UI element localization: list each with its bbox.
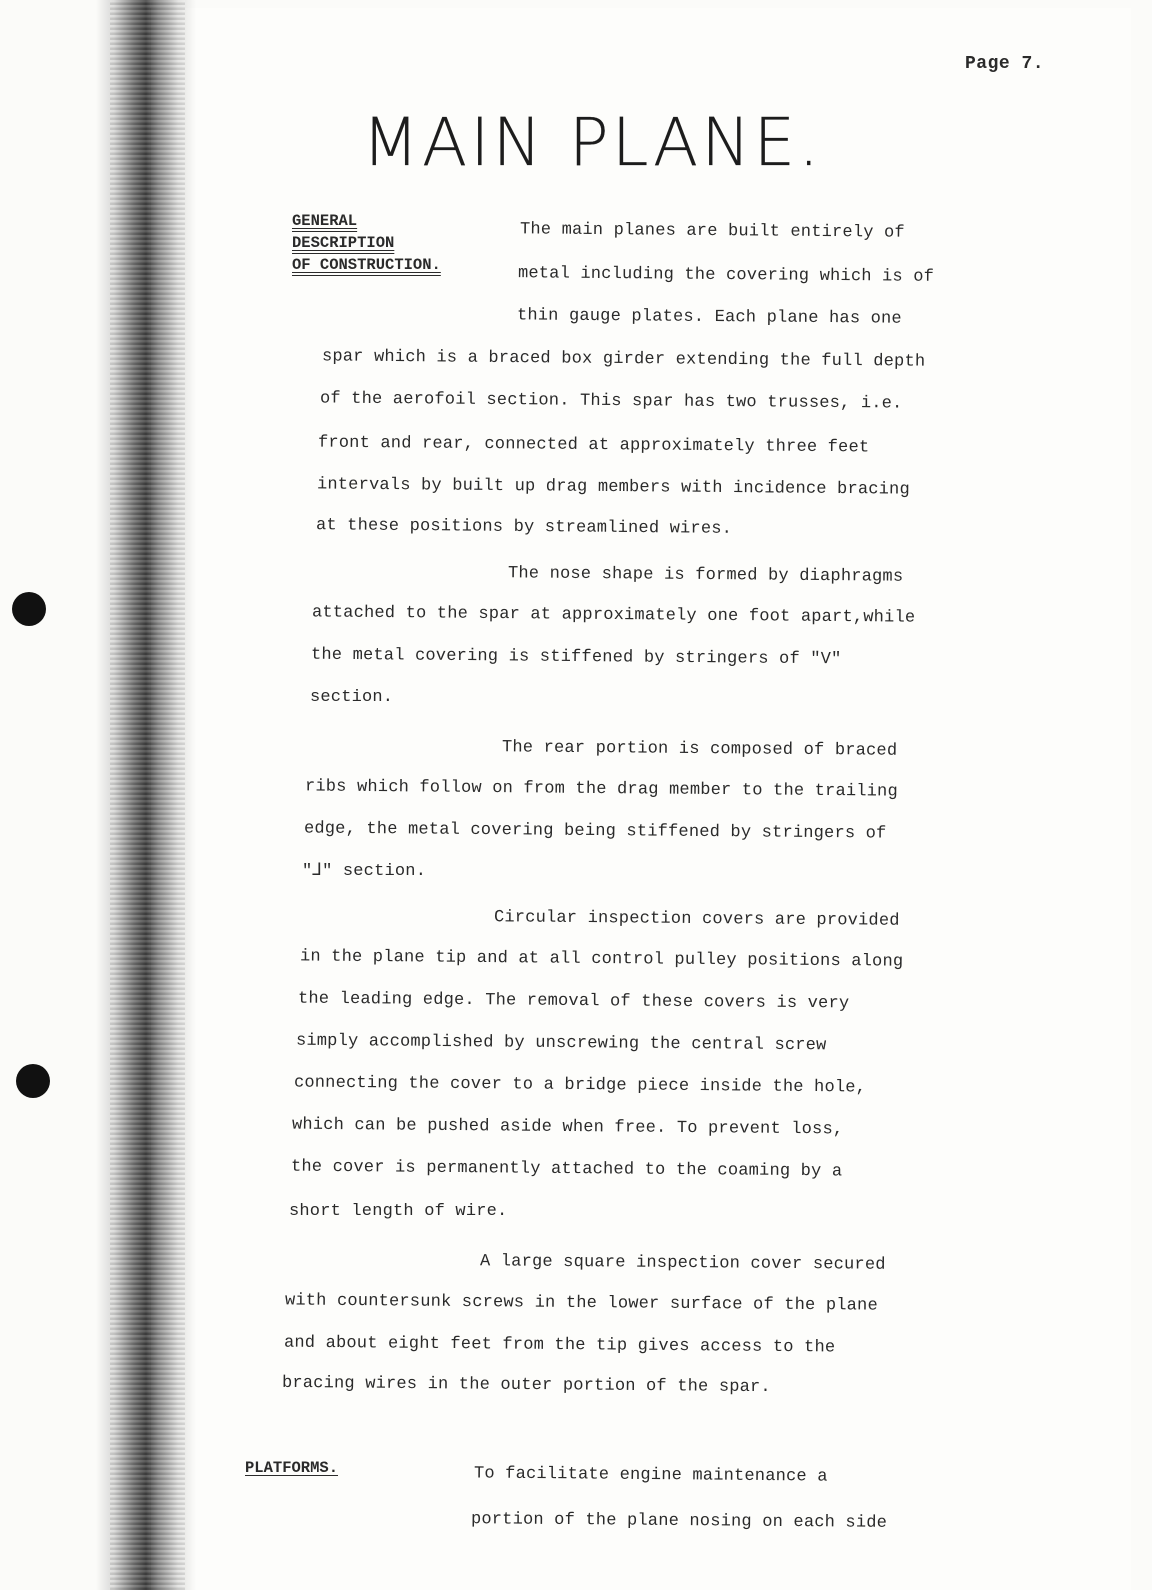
text-line: The rear portion is composed of braced (501, 738, 898, 761)
text-line: spar which is a braced box girder extending the full depth (321, 347, 926, 372)
section-heading-platforms (245, 1457, 338, 1479)
punch-hole-lower (16, 1064, 50, 1098)
text-line: intervals by built up drag members with incidence bracing (316, 475, 910, 500)
binding-texture (110, 0, 185, 1590)
text-line: simply accomplished by unscrewing the central screw (295, 1031, 827, 1056)
text-line: The nose shape is formed by diaphragms (507, 564, 904, 587)
text-line: short length of wire. (289, 1202, 508, 1221)
text-line: A large square inspection cover secured (479, 1252, 886, 1275)
heading-line: GENERAL (292, 212, 358, 230)
text-line: in the plane tip and at all control pulley positions along (299, 947, 904, 972)
text-line: of the aerofoil section. This spar has two trusses, i.e. (319, 389, 903, 414)
text-line: "⅃" section. (302, 862, 427, 881)
text-line: attached to the spar at approximately one foot apart,while (311, 603, 916, 628)
text-line: To facilitate engine maintenance a (473, 1464, 828, 1487)
text-line: bracing wires in the outer portion of the spar. (281, 1373, 771, 1398)
text-line: connecting the cover to a bridge piece inside the hole, (293, 1073, 867, 1098)
text-line: Circular inspection covers are provided (493, 908, 900, 931)
text-line: at these positions by streamlined wires. (315, 516, 733, 539)
page-number: Page 7. (965, 54, 1045, 74)
text-line: edge, the metal covering being stiffened by stringers of (303, 819, 887, 844)
text-line: ribs which follow on from the drag member to the trailing (304, 777, 898, 802)
text-line: front and rear, connected at approximately three feet (317, 433, 870, 458)
heading-line: PLATFORMS. (245, 1459, 339, 1477)
punch-hole-upper (12, 592, 46, 626)
text-line: with countersunk screws in the lower surface of the plane (284, 1291, 878, 1316)
section-heading-general-description (292, 210, 441, 276)
heading-line: DESCRIPTION (292, 234, 395, 252)
page-title: MAIN PLANE. (362, 104, 823, 181)
text-line: portion of the plane nosing on each side (470, 1510, 888, 1533)
text-line: the cover is permanently attached to the coaming by a (290, 1157, 843, 1182)
text-line: metal including the covering which is of (517, 264, 935, 287)
text-line: section. (310, 688, 394, 707)
text-line: The main planes are built entirely of (519, 220, 905, 243)
text-line: and about eight feet from the tip gives access to the (283, 1333, 836, 1358)
text-line: which can be pushed aside when free. To prevent loss, (291, 1115, 844, 1140)
heading-line: OF CONSTRUCTION. (292, 256, 441, 274)
text-line: the metal covering is stiffened by stringers of "V" (310, 645, 842, 670)
text-line: the leading edge. The removal of these covers is very (297, 989, 850, 1014)
text-line: thin gauge plates. Each plane has one (516, 306, 902, 329)
